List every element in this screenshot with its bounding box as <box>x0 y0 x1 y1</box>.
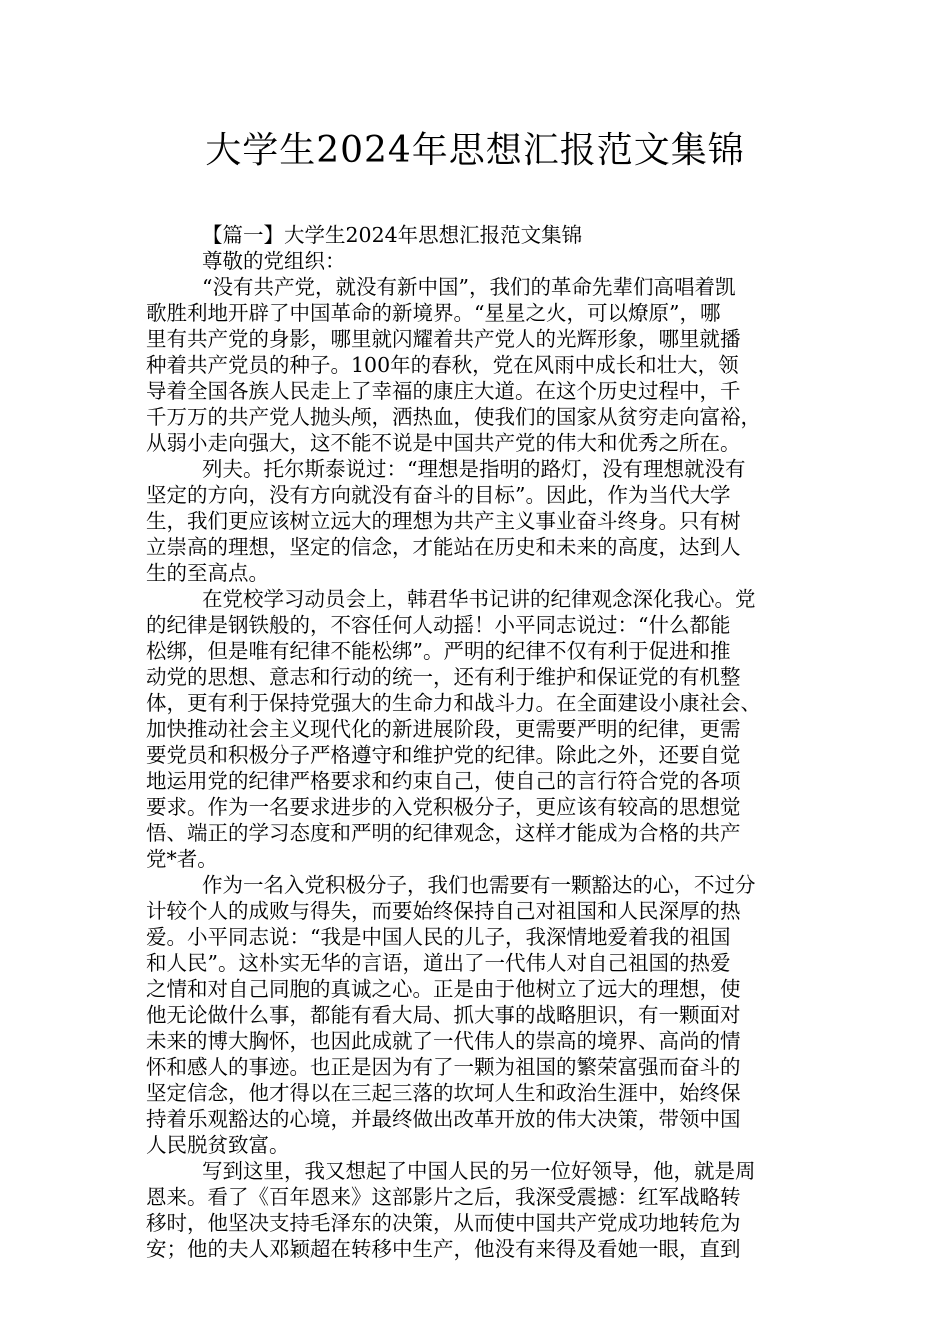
text-line: 未来的博大胸怀，也因此成就了一代伟人的崇高的境界、高尚的情 <box>146 1029 741 1053</box>
text-line: 列夫。托尔斯泰说过：“理想是指明的路灯，没有理想就没有 <box>202 457 746 481</box>
text-line: 他无论做什么事，都能有看大局、抓大事的战略胆识，有一颗面对 <box>146 1003 741 1027</box>
text-line: 人民脱贫致富。 <box>146 1133 290 1157</box>
text-line: 作为一名入党积极分子，我们也需要有一颗豁达的心，不过分 <box>202 873 756 897</box>
text-line: 在党校学习动员会上，韩君华书记讲的纪律观念深化我心。党 <box>202 587 756 611</box>
text-line: 移时，他坚决支持毛泽东的决策，从而使中国共产党成功地转危为 <box>146 1211 741 1235</box>
text-line: 坚定的方向，没有方向就没有奋斗的目标”。因此，作为当代大学 <box>146 483 731 507</box>
text-line: 恩来。看了《百年恩来》这部影片之后，我深受震撼：红军战略转 <box>146 1185 741 1209</box>
text-line: 坚定信念，他才得以在三起三落的坎坷人生和政治生涯中，始终保 <box>146 1081 741 1105</box>
text-line: 地运用党的纪律严格要求和约束自己，使自己的言行符合党的各项 <box>146 769 741 793</box>
text-line: 计较个人的成败与得失，而要始终保持自己对祖国和人民深厚的热 <box>146 899 741 923</box>
text-line: 怀和感人的事迹。也正是因为有了一颗为祖国的繁荣富强而奋斗的 <box>146 1055 741 1079</box>
text-line: 党*者。 <box>146 847 218 871</box>
text-line: 生的至高点。 <box>146 561 269 585</box>
text-line: 里有共产党的身影，哪里就闪耀着共产党人的光辉形象，哪里就播 <box>146 327 741 351</box>
text-line: 立崇高的理想，坚定的信念，才能站在历史和未来的高度，达到人 <box>146 535 741 559</box>
text-line: 写到这里，我又想起了中国人民的另一位好领导，他，就是周 <box>202 1159 756 1183</box>
text-line: 歌胜利地开辟了中国革命的新境界。“星星之火，可以燎原”，哪 <box>146 301 721 325</box>
text-line: 悟、端正的学习态度和严明的纪律观念，这样才能成为合格的共产 <box>146 821 741 845</box>
text-line: 从弱小走向强大，这不能不说是中国共产党的伟大和优秀之所在。 <box>146 431 741 455</box>
text-line: 加快推动社会主义现代化的新进展阶段，更需要严明的纪律，更需 <box>146 717 741 741</box>
document-body <box>146 222 818 1262</box>
text-line: “没有共产党，就没有新中国”，我们的革命先辈们高唱着凯 <box>202 275 736 299</box>
text-line: 的纪律是钢铁般的，不容任何人动摇！小平同志说过：“什么都能 <box>146 613 731 637</box>
document-title: 大学生2024年思想汇报范文集锦 <box>205 130 745 171</box>
text-line: 导着全国各族人民走上了幸福的康庄大道。在这个历史过程中，千 <box>146 379 741 403</box>
text-line: 持着乐观豁达的心境，并最终做出改革开放的伟大决策，带领中国 <box>146 1107 741 1131</box>
text-line: 动党的思想、意志和行动的统一，还有利于维护和保证党的有机整 <box>146 665 741 689</box>
text-line: 和人民”。这朴实无华的言语，道出了一代伟人对自己祖国的热爱 <box>146 951 731 975</box>
text-line: 安；他的夫人邓颖超在转移中生产，他没有来得及看她一眼，直到 <box>146 1237 741 1261</box>
text-line: 爱。小平同志说：“我是中国人民的儿子，我深情地爱着我的祖国 <box>146 925 731 949</box>
text-line: 生，我们更应该树立远大的理想为共产主义事业奋斗终身。只有树 <box>146 509 741 533</box>
text-line: 种着共产党员的种子。100年的春秋，党在风雨中成长和壮大，领 <box>146 353 739 377</box>
text-line: 要求。作为一名要求进步的入党积极分子，更应该有较高的思想觉 <box>146 795 741 819</box>
text-line: 松绑，但是唯有纪律不能松绑”。严明的纪律不仅有利于促进和推 <box>146 639 731 663</box>
text-line: 要党员和积极分子严格遵守和维护党的纪律。除此之外，还要自觉 <box>146 743 741 767</box>
text-line: 千万万的共产党人抛头颅，洒热血，使我们的国家从贫穷走向富裕， <box>146 405 761 429</box>
salutation: 尊敬的党组织： <box>202 249 346 273</box>
text-line: 体，更有利于保持党强大的生命力和战斗力。在全面建设小康社会、 <box>146 691 761 715</box>
text-line: 之情和对自己同胞的真诚之心。正是由于他树立了远大的理想，使 <box>146 977 741 1001</box>
section-heading: 【篇一】大学生2024年思想汇报范文集锦 <box>202 223 583 247</box>
